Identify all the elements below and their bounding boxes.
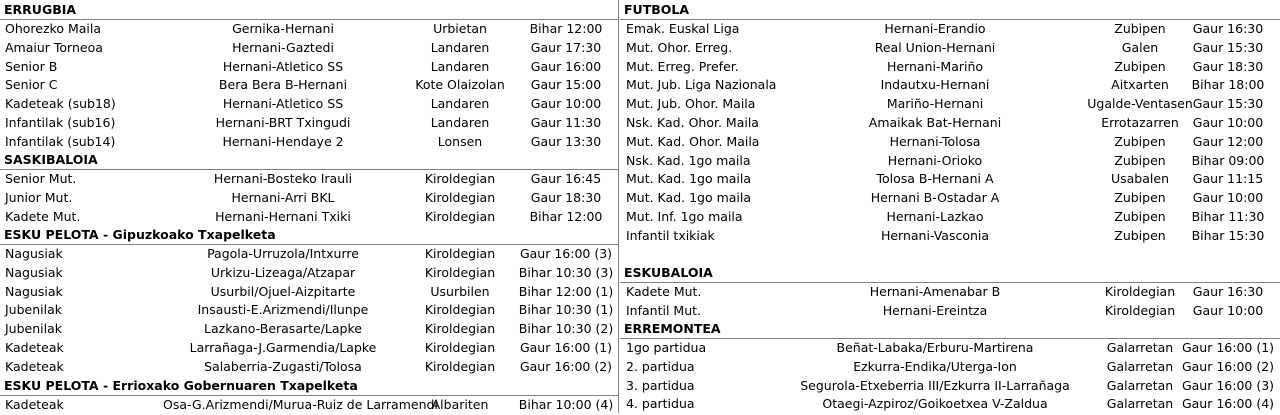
time-cell: Gaur 15:00 bbox=[530, 77, 602, 93]
venue-cell: Albariten bbox=[431, 397, 489, 412]
category-cell: Jubenilak bbox=[5, 302, 63, 318]
category-cell: Mut. Erreg. Prefer. bbox=[626, 58, 739, 74]
match-cell: Pagola-Urruzola/Intxurre bbox=[207, 246, 359, 261]
match-cell: Hernani-BRT Txingudi bbox=[215, 114, 351, 130]
time-cell: Bihar 12:00 (1) bbox=[518, 283, 614, 299]
match-cell: Hernani-Amenabar B bbox=[869, 284, 1001, 299]
category-cell: Nsk. Kad. Ohor. Maila bbox=[626, 114, 759, 130]
table-row bbox=[0, 39, 618, 58]
table-row bbox=[620, 58, 1280, 77]
table-row bbox=[0, 245, 618, 264]
time-cell: Gaur 15:30 bbox=[1192, 39, 1264, 55]
category-cell: Jubenilak bbox=[5, 321, 63, 337]
venue-cell: Galarretan bbox=[1106, 340, 1174, 355]
venue-cell: Kiroldegian bbox=[424, 264, 496, 280]
venue-cell: Kiroldegian bbox=[1104, 302, 1176, 318]
venue-cell: Usabalen bbox=[1110, 171, 1169, 187]
table-row bbox=[620, 76, 1280, 95]
venue-cell: Ugalde-Ventasen bbox=[1087, 96, 1193, 112]
time-cell: Bihar 09:00 bbox=[1191, 152, 1265, 168]
time-cell: Gaur 10:00 bbox=[1192, 302, 1264, 318]
category-cell: Infantil txikiak bbox=[626, 227, 715, 243]
table-row bbox=[0, 58, 618, 77]
match-cell: Real Union-Hernani bbox=[874, 39, 996, 55]
match-cell: Hernani-Atletico SS bbox=[222, 96, 344, 112]
match-cell: Usurbil/Ojuel-Aizpitarte bbox=[210, 283, 356, 299]
section-title: SASKIBALOIA bbox=[0, 150, 618, 170]
left-column bbox=[0, 0, 618, 413]
right-column bbox=[620, 0, 1280, 413]
time-cell: Bihar 10:30 (1) bbox=[518, 302, 614, 318]
table-row bbox=[620, 208, 1280, 227]
category-cell: Mut. Kad. 1go maila bbox=[626, 171, 752, 187]
table-row bbox=[0, 264, 618, 283]
venue-cell: Zubipen bbox=[1114, 152, 1166, 168]
venue-cell: Kiroldegian bbox=[1104, 284, 1176, 299]
time-cell: Bihar 18:00 bbox=[1191, 77, 1265, 93]
time-cell: Gaur 15:30 bbox=[1192, 96, 1264, 112]
category-cell: 4. partidua bbox=[626, 396, 695, 412]
table-row bbox=[0, 301, 618, 320]
category-cell: 3. partidua bbox=[626, 377, 695, 393]
section-title: ESKU PELOTA - Gipuzkoako Txapelketa bbox=[0, 225, 618, 245]
time-cell: Gaur 17:30 bbox=[530, 39, 602, 55]
venue-cell: Landaren bbox=[430, 58, 490, 74]
category-cell: Infantil Mut. bbox=[626, 302, 701, 318]
venue-cell: Zubipen bbox=[1114, 58, 1166, 74]
category-cell: Kadeteak bbox=[5, 397, 64, 412]
section-errugbia bbox=[0, 0, 618, 152]
time-cell: Gaur 10:00 bbox=[1192, 190, 1264, 206]
category-cell: Mut. Kad. Ohor. Maila bbox=[626, 133, 760, 149]
time-cell: Gaur 16:00 (4) bbox=[1181, 396, 1275, 412]
category-cell: Senior B bbox=[5, 58, 58, 74]
time-cell: Gaur 16:00 (1) bbox=[1181, 340, 1275, 355]
time-cell: Gaur 16:45 bbox=[530, 171, 602, 186]
match-cell: Otaegi-Azpiroz/Goikoetxea V-Zaldua bbox=[822, 396, 1048, 412]
time-cell: Gaur 10:00 bbox=[530, 96, 602, 112]
venue-cell: Zubipen bbox=[1114, 190, 1166, 206]
table-row bbox=[620, 283, 1280, 302]
venue-cell: Zubipen bbox=[1114, 133, 1166, 149]
match-cell: Bera Bera B-Hernani bbox=[218, 77, 348, 93]
table-row bbox=[0, 339, 618, 358]
match-cell: Hernani B-Ostadar A bbox=[870, 190, 1000, 206]
category-cell: Kadeteak (sub18) bbox=[5, 96, 116, 112]
time-cell: Gaur 11:30 bbox=[530, 114, 602, 130]
time-cell: Gaur 16:00 (2) bbox=[1181, 358, 1275, 374]
time-cell: Bihar 12:00 bbox=[529, 21, 603, 36]
table-row bbox=[620, 395, 1280, 414]
table-row bbox=[620, 227, 1280, 246]
time-cell: Gaur 11:15 bbox=[1192, 171, 1264, 187]
time-cell: Gaur 10:00 bbox=[1192, 114, 1264, 130]
table-row bbox=[0, 396, 618, 415]
time-cell: Gaur 16:30 bbox=[1192, 21, 1264, 36]
table-row bbox=[0, 189, 618, 208]
table-row bbox=[620, 133, 1280, 152]
venue-cell: Kiroldegian bbox=[424, 208, 496, 224]
match-cell: Hernani-Mariño bbox=[886, 58, 984, 74]
section-title: ERREMONTEA bbox=[620, 319, 1280, 339]
match-cell: Indautxu-Hernani bbox=[880, 77, 990, 93]
category-cell: Amaiur Torneoa bbox=[5, 39, 103, 55]
match-cell: Hernani-Vasconia bbox=[880, 227, 990, 243]
match-cell: Urkizu-Lizeaga/Atzapar bbox=[210, 264, 356, 280]
time-cell: Gaur 13:30 bbox=[530, 133, 602, 149]
category-cell: Kadete Mut. bbox=[5, 208, 81, 224]
time-cell: Gaur 16:00 (3) bbox=[519, 246, 613, 261]
match-cell: Hernani-Ereintza bbox=[882, 302, 988, 318]
venue-cell: Galen bbox=[1121, 39, 1159, 55]
match-cell: Mariño-Hernani bbox=[886, 96, 984, 112]
section-title: ERRUGBIA bbox=[0, 0, 618, 20]
category-cell: 2. partidua bbox=[626, 358, 695, 374]
venue-cell: Kiroldegian bbox=[424, 358, 496, 374]
match-cell: Larrañaga-J.Garmendia/Lapke bbox=[189, 339, 377, 355]
time-cell: Gaur 16:00 (1) bbox=[519, 339, 613, 355]
match-cell: Hernani-Hendaye 2 bbox=[222, 133, 344, 149]
table-row bbox=[620, 189, 1280, 208]
section-erremontea bbox=[620, 319, 1280, 414]
venue-cell: Errotazarren bbox=[1101, 114, 1179, 130]
time-cell: Bihar 10:30 (3) bbox=[518, 264, 614, 280]
match-cell: Osa-G.Arizmendi/Murua-Ruiz de Larramendi bbox=[163, 397, 438, 412]
table-row bbox=[620, 377, 1280, 396]
table-row bbox=[0, 283, 618, 302]
venue-cell: Kote Olaizolan bbox=[415, 77, 505, 93]
category-cell: Junior Mut. bbox=[5, 189, 73, 205]
time-cell: Bihar 10:30 (2) bbox=[518, 321, 614, 337]
column-divider bbox=[618, 0, 619, 413]
table-row bbox=[0, 76, 618, 95]
time-cell: Bihar 11:30 bbox=[1191, 208, 1265, 224]
table-row bbox=[0, 208, 618, 227]
table-row bbox=[620, 152, 1280, 171]
venue-cell: Urbietan bbox=[433, 21, 487, 36]
match-cell: Hernani-Hernani Txiki bbox=[215, 208, 351, 224]
match-cell: Hernani-Bosteko Irauli bbox=[213, 171, 353, 186]
section-esku-pelota-errioxako-gobernuaren-txapelketa bbox=[0, 376, 618, 415]
category-cell: Kadeteak bbox=[5, 358, 64, 374]
table-row bbox=[0, 320, 618, 339]
match-cell: Hernani-Tolosa bbox=[889, 133, 981, 149]
time-cell: Gaur 16:00 (3) bbox=[1181, 377, 1275, 393]
venue-cell: Landaren bbox=[430, 39, 490, 55]
category-cell: Senior C bbox=[5, 77, 58, 93]
category-cell: Nagusiak bbox=[5, 283, 63, 299]
section-futbola bbox=[620, 0, 1280, 246]
match-cell: Tolosa B-Hernani A bbox=[876, 171, 994, 187]
match-cell: Segurola-Etxeberria III/Ezkurra II-Larrañaga bbox=[800, 377, 1070, 393]
time-cell: Gaur 16:30 bbox=[1192, 284, 1264, 299]
venue-cell: Kiroldegian bbox=[424, 321, 496, 337]
category-cell: Infantilak (sub14) bbox=[5, 133, 116, 149]
table-row bbox=[620, 170, 1280, 189]
section-title: FUTBOLA bbox=[620, 0, 1280, 20]
venue-cell: Aitxarten bbox=[1111, 77, 1169, 93]
venue-cell: Galarretan bbox=[1106, 377, 1174, 393]
table-row bbox=[620, 339, 1280, 358]
category-cell: Mut. Ohor. Erreg. bbox=[626, 39, 733, 55]
match-cell: Hernani-Atletico SS bbox=[222, 58, 344, 74]
category-cell: Nagusiak bbox=[5, 246, 63, 261]
match-cell: Hernani-Gaztedi bbox=[232, 39, 334, 55]
table-row bbox=[0, 20, 618, 39]
table-row bbox=[0, 170, 618, 189]
section-title: ESKUBALOIA bbox=[620, 263, 1280, 283]
category-cell: Mut. Inf. 1go maila bbox=[626, 208, 743, 224]
time-cell: Bihar 15:30 bbox=[1191, 227, 1265, 243]
time-cell: Bihar 12:00 bbox=[529, 208, 603, 224]
table-row bbox=[620, 114, 1280, 133]
match-cell: Beñat-Labaka/Erburu-Martirena bbox=[836, 340, 1034, 355]
venue-cell: Galarretan bbox=[1106, 396, 1174, 412]
venue-cell: Galarretan bbox=[1106, 358, 1174, 374]
category-cell: Kadete Mut. bbox=[626, 284, 702, 299]
table-row bbox=[620, 358, 1280, 377]
table-row bbox=[620, 95, 1280, 114]
category-cell: Mut. Kad. 1go maila bbox=[626, 190, 752, 206]
match-cell: Hernani-Orioko bbox=[887, 152, 983, 168]
category-cell: Kadeteak bbox=[5, 339, 64, 355]
category-cell: Senior Mut. bbox=[5, 171, 77, 186]
venue-cell: Zubipen bbox=[1114, 21, 1166, 36]
category-cell: Infantilak (sub16) bbox=[5, 114, 116, 130]
section-saskibaloia bbox=[0, 150, 618, 226]
match-cell: Lazkano-Berasarte/Lapke bbox=[204, 321, 362, 337]
match-cell: Ezkurra-Endika/Uterga-Ion bbox=[853, 358, 1017, 374]
category-cell: Emak. Euskal Liga bbox=[626, 21, 740, 36]
table-row bbox=[620, 20, 1280, 39]
table-row bbox=[0, 95, 618, 114]
table-row bbox=[620, 39, 1280, 58]
category-cell: Mut. Jub. Liga Nazionala bbox=[626, 77, 777, 93]
time-cell: Gaur 12:00 bbox=[1192, 133, 1264, 149]
match-cell: Amaikak Bat-Hernani bbox=[868, 114, 1002, 130]
category-cell: Nagusiak bbox=[5, 264, 63, 280]
venue-cell: Landaren bbox=[430, 114, 490, 130]
category-cell: Mut. Jub. Ohor. Maila bbox=[626, 96, 756, 112]
category-cell: Ohorezko Maila bbox=[5, 21, 101, 36]
match-cell: Salaberria-Zugasti/Tolosa bbox=[204, 358, 362, 374]
match-cell: Hernani-Lazkao bbox=[886, 208, 984, 224]
match-cell: Insausti-E.Arizmendi/Ilunpe bbox=[197, 302, 369, 318]
time-cell: Gaur 16:00 bbox=[530, 58, 602, 74]
section-esku-pelota-gipuzkoako-txapelketa bbox=[0, 225, 618, 377]
time-cell: Gaur 18:30 bbox=[530, 189, 602, 205]
venue-cell: Zubipen bbox=[1114, 227, 1166, 243]
venue-cell: Kiroldegian bbox=[424, 171, 496, 186]
venue-cell: Kiroldegian bbox=[424, 302, 496, 318]
category-cell: Nsk. Kad. 1go maila bbox=[626, 152, 751, 168]
match-cell: Hernani-Arri BKL bbox=[231, 189, 335, 205]
time-cell: Gaur 18:30 bbox=[1192, 58, 1264, 74]
table-row bbox=[0, 114, 618, 133]
match-cell: Hernani-Erandio bbox=[884, 21, 986, 36]
venue-cell: Zubipen bbox=[1114, 208, 1166, 224]
venue-cell: Usurbilen bbox=[430, 283, 490, 299]
venue-cell: Lonsen bbox=[437, 133, 483, 149]
category-cell: 1go partidua bbox=[626, 340, 707, 355]
venue-cell: Landaren bbox=[430, 96, 490, 112]
table-row bbox=[0, 133, 618, 152]
match-cell: Gernika-Hernani bbox=[232, 21, 334, 36]
venue-cell: Kiroldegian bbox=[424, 189, 496, 205]
section-title: ESKU PELOTA - Errioxako Gobernuaren Txapelketa bbox=[0, 376, 618, 396]
table-row bbox=[0, 358, 618, 377]
section-eskubaloia bbox=[620, 263, 1280, 321]
venue-cell: Kiroldegian bbox=[424, 246, 496, 261]
table-row bbox=[620, 302, 1280, 321]
time-cell: Gaur 16:00 (2) bbox=[519, 358, 613, 374]
time-cell: Bihar 10:00 (4) bbox=[518, 397, 614, 412]
venue-cell: Kiroldegian bbox=[424, 339, 496, 355]
